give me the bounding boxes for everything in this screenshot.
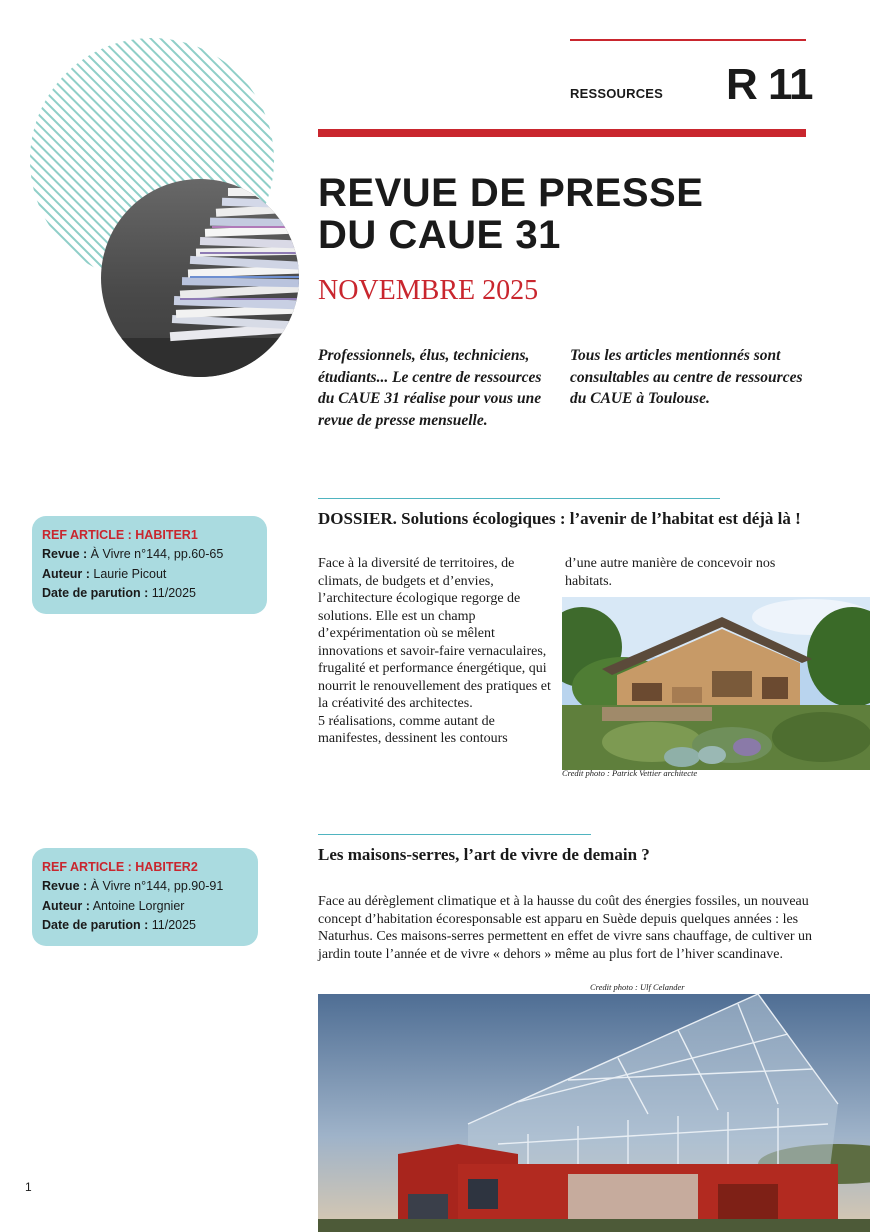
- article-body-column-2: d’une autre manière de concevoir nos habitats.: [565, 556, 776, 589]
- greenhouse-house-photo: [318, 994, 870, 1232]
- page-title: [318, 172, 788, 256]
- photo-credit: Credit photo : Patrick Vettier architecte: [562, 768, 698, 778]
- author-value: Laurie Picout: [93, 566, 167, 581]
- date-value: 11/2025: [151, 585, 197, 600]
- article-ref-card: [32, 848, 258, 946]
- photo-credit: Credit photo : Ulf Celander: [590, 982, 685, 992]
- date-label: Date de parution :: [42, 917, 149, 932]
- revue-value: À Vivre n°144, pp.90-91: [90, 879, 224, 894]
- article-revue: [42, 545, 257, 564]
- wooden-house-photo: [562, 597, 870, 770]
- article-title: Les maisons-serres, l’art de vivre de demain ?: [318, 845, 650, 864]
- article-date: [42, 584, 257, 603]
- article-body-paragraph: Face à la diversité de territoires, de climats, de budgets et d’envies, l’architecture écologique regorge de solutions. Elle est un champ d’expérimentation où se mêlent innovations et savoir-faire vernaculaires, frugalité et performance énergétique, qui nourrit le renouvellement des pratiques et la créativité des architectes.: [318, 556, 551, 711]
- revue-value: À Vivre n°144, pp.60-65: [90, 547, 224, 562]
- article-revue: [42, 877, 248, 896]
- section-label: RESSOURCES: [570, 86, 664, 101]
- page-title-line-1: REVUE DE PRESSE: [318, 171, 704, 215]
- article-ref-card: [32, 516, 267, 614]
- issue-month: NOVEMBRE 2025: [318, 275, 539, 306]
- header-thick-rule: [318, 129, 806, 137]
- revue-label: Revue :: [42, 547, 88, 562]
- author-value: Antoine Lorgnier: [92, 898, 185, 913]
- author-label: Auteur :: [42, 566, 90, 581]
- issue-code: R 11: [726, 60, 813, 109]
- page-number: 1: [25, 1180, 32, 1194]
- article-ref-code: REF ARTICLE : HABITER2: [42, 860, 198, 874]
- date-label: Date de parution :: [42, 585, 149, 600]
- article-title: DOSSIER. Solutions écologiques : l’avenir de l’habitat est déjà là !: [318, 509, 801, 528]
- article-divider: [318, 498, 720, 499]
- article-ref-code: REF ARTICLE : HABITER1: [42, 528, 198, 542]
- page-title-line-2: DU CAUE 31: [318, 213, 561, 257]
- article-body-column-1: [318, 555, 558, 748]
- hero-newspaper-graphic: [30, 38, 302, 378]
- intro-left-text: Professionnels, élus, techniciens, étudiants... Le centre de ressources du CAUE 31 réalise pour vous une revue de presse mensuelle.: [318, 347, 542, 430]
- intro-right-text: Tous les articles mentionnés sont consultables au centre de ressources du CAUE à Toulouse.: [570, 347, 803, 408]
- author-label: Auteur :: [42, 898, 90, 913]
- article-divider: [318, 834, 591, 835]
- top-accent-rule: [570, 39, 806, 41]
- article-body: Face au dérèglement climatique et à la hausse du coût des énergies fossiles, un nouveau concept d’habitation écoresponsable est apparu en Suède depuis quelques années : les Naturhus. Ces maisons-serres permettent en effet de vivre sans chauffage, de cultiver un jardin toute l’année et de vivre « dehors » même au plus fort de l’hiver scandinave.: [318, 894, 812, 962]
- article-date: [42, 916, 248, 935]
- article-body-paragraph: 5 réalisations, comme autant de manifestes, dessinent les contours: [318, 713, 508, 746]
- article-author: [42, 565, 257, 584]
- article-author: [42, 897, 248, 916]
- revue-label: Revue :: [42, 879, 88, 894]
- date-value: 11/2025: [151, 917, 197, 932]
